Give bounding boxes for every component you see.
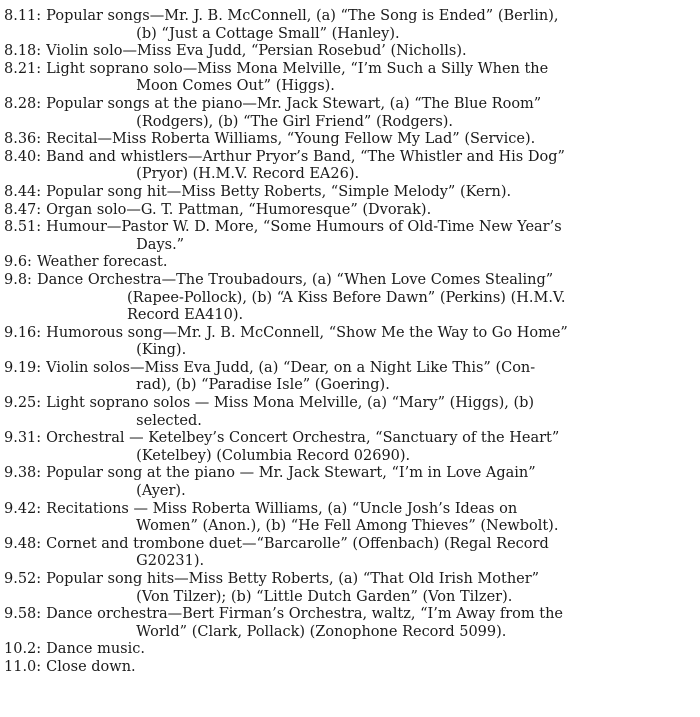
program-entry [4,219,687,254]
entry-line: Humorous song—Mr. J. B. McConnell, “Show Me the Way to Go Home” [46,324,568,341]
entry-line: Violin solo—Miss Eva Judd, “Persian Rosebud’ (Nicholls). [46,43,467,60]
program-entry [4,641,687,659]
entry-line: Dance Orchestra—The Troubadours, (a) “When Love Comes Stealing” [36,271,554,288]
entry-line: Band and whistlers—Arthur Pryor’s Band, “The Whistler and His Dog” [46,148,565,165]
entry-continuation: (Pryor) (H.M.V. Record EA26). [136,166,360,183]
entry-line: Close down. [46,658,136,675]
entry-continuation: rad), (b) “Paradise Isle” (Goering). [136,377,390,394]
program-listing [4,8,687,677]
entry-text [41,571,687,606]
entry-line: Cornet and trombone duet—“Barcarolle” (Offenbach) (Regal Record [46,535,549,552]
entry-time: 9.16: [4,324,42,341]
entry-line: Popular song at the piano — Mr. Jack Stewart, “I’m in Love Again” [46,465,536,482]
entry-continuation: Women” (Anon.), (b) “He Fell Among Thieves” (Newbolt). [136,518,559,535]
entry-line: Dance orchestra—Bert Firman’s Orchestra, waltz, “I’m Away from the [46,606,563,623]
entry-text [41,184,687,202]
entry-line: Popular songs—Mr. J. B. McConnell, (a) “The Song is Ended” (Berlin), [46,8,559,24]
entry-time: 9.31: [4,430,42,447]
entry-line: Recitations — Miss Roberta Williams, (a) “Uncle Josh’s Ideas on [46,500,518,517]
entry-text [32,254,687,272]
entry-continuation: G20231). [136,553,205,570]
entry-time: 9.19: [4,359,42,376]
program-entry [4,43,687,61]
entry-text [41,465,687,500]
entry-line: Popular song hits—Miss Betty Roberts, (a) “That Old Irish Mother” [46,571,540,587]
entry-line: Popular song hit—Miss Betty Roberts, “Simple Melody” (Kern). [46,183,512,200]
entry-text [41,43,687,61]
entry-line: Dance music. [46,641,145,658]
entry-continuation: Moon Comes Out” (Higgs). [136,78,335,95]
program-entry [4,131,687,149]
entry-line: Weather forecast. [36,254,168,271]
entry-time: 9.25: [4,395,42,412]
entry-time: 8.40: [4,148,42,165]
entry-time: 8.11: [4,8,42,24]
program-entry [4,272,687,325]
program-entry [4,606,687,641]
program-entry [4,202,687,220]
entry-line: Humour—Pastor W. D. More, “Some Humours of Old-Time New Year’s [46,219,562,236]
entry-line: Light soprano solo—Miss Mona Melville, “I’m Such a Silly When the [46,60,549,77]
entry-time: 11.0: [4,658,42,675]
entry-time: 9.42: [4,500,42,517]
entry-time: 9.52: [4,571,42,587]
entry-text [41,96,687,131]
entry-text [41,641,687,659]
entry-continuation: (b) “Just a Cottage Small” (Hanley). [136,25,400,42]
program-entry [4,430,687,465]
program-entry [4,501,687,536]
entry-text [41,131,687,149]
entry-continuation: (Rodgers), (b) “The Girl Friend” (Rodgers). [136,113,454,130]
entry-time: 8.18: [4,43,42,60]
program-entry [4,465,687,500]
entry-text [41,536,687,571]
entry-text [41,501,687,536]
entry-time: 9.38: [4,465,42,482]
entry-line: Popular songs at the piano—Mr. Jack Stewart, (a) “The Blue Room” [46,95,542,112]
entry-text [32,272,687,325]
program-entry [4,96,687,131]
program-entry [4,325,687,360]
entry-time: 8.28: [4,95,42,112]
entry-text [41,149,687,184]
entry-time: 9.48: [4,535,42,552]
entry-text [41,325,687,360]
entry-text [41,430,687,465]
entry-time: 9.8: [4,271,32,288]
entry-continuation: Record EA410). [126,307,244,324]
entry-line: Organ solo—G. T. Pattman, “Humoresque” (Dvorak). [46,201,432,218]
program-entry [4,659,687,677]
entry-continuation: (Ketelbey) (Columbia Record 02690). [136,447,411,464]
entry-text [41,8,687,43]
entry-time: 8.21: [4,60,42,77]
entry-text [41,606,687,641]
entry-line: Orchestral — Ketelbey’s Concert Orchestra, “Sanctuary of the Heart” [46,430,560,447]
entry-time: 9.6: [4,254,32,271]
entry-time: 8.47: [4,201,42,218]
program-entry [4,184,687,202]
entry-continuation: selected. [136,412,202,429]
entry-line: Recital—Miss Roberta Williams, “Young Fellow My Lad” (Service). [46,131,536,148]
entry-continuation: Days.” [136,236,185,253]
entry-text [41,659,687,677]
entry-time: 8.36: [4,131,42,148]
program-entry [4,61,687,96]
entry-time: 8.44: [4,183,42,200]
program-entry [4,536,687,571]
entry-text [41,202,687,220]
program-entry [4,8,687,43]
entry-continuation: (King). [136,342,187,359]
entry-text [41,395,687,430]
program-entry [4,571,687,606]
entry-line: Violin solos—Miss Eva Judd, (a) “Dear, on a Night Like This” (Con- [46,359,536,376]
program-entry [4,395,687,430]
entry-continuation: (Rapee-Pollock), (b) “A Kiss Before Dawn” (Perkins) (H.M.V. [126,289,566,306]
entry-continuation: (Von Tilzer); (b) “Little Dutch Garden” (Von Tilzer). [136,588,513,605]
entry-time: 10.2: [4,641,42,658]
entry-line: Light soprano solos — Miss Mona Melville, (a) “Mary” (Higgs), (b) [46,395,535,412]
entry-text [41,360,687,395]
entry-continuation: World” (Clark, Pollack) (Zonophone Record 5099). [136,623,507,640]
program-entry [4,254,687,272]
entry-continuation: (Ayer). [136,483,186,500]
program-entry [4,149,687,184]
program-entry [4,360,687,395]
entry-time: 8.51: [4,219,42,236]
entry-time: 9.58: [4,606,42,623]
entry-text [41,219,687,254]
entry-text [41,61,687,96]
